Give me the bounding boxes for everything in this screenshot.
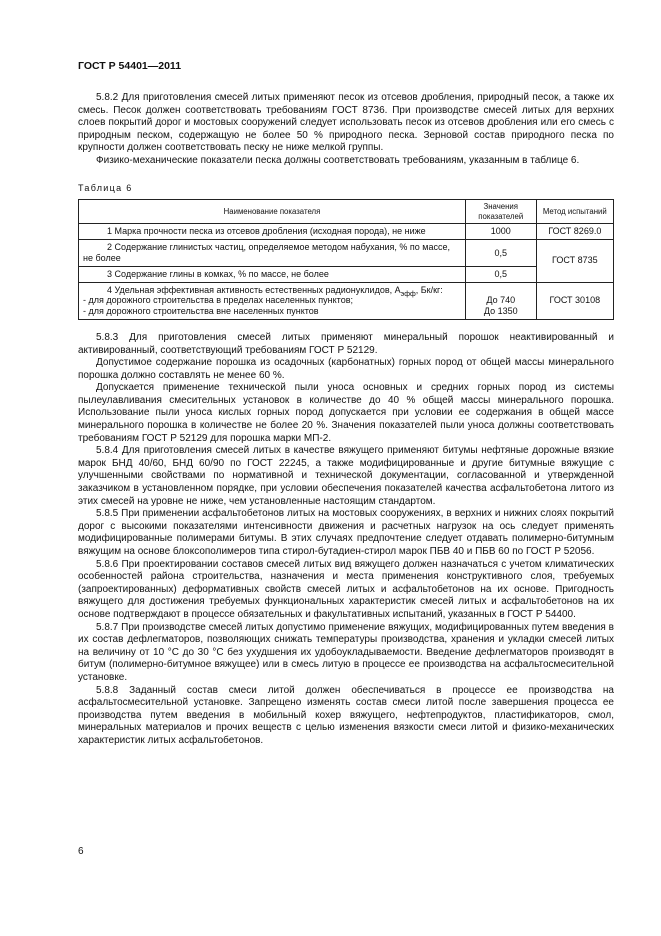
row-2-value: 0,5 <box>465 240 536 267</box>
row-1-method: ГОСТ 8269.0 <box>536 224 613 240</box>
paragraph-5-8-2: 5.8.2 Для приготовления смесей литых применяют песок из отсевов дробления, природный песок, а также их смесь. Песок должен соответствовать требованиям ГОСТ 8736. При производстве смесей литых для верхних слоев покрытий дорог и мостовых сооружений следует использовать песок из отсевов дробления или его смесь с природным песком, содержащую не более 50 % природного песка. Зерновой состав природного песка по крупности должен соответствовать песку не ниже мелкой группы. <box>78 92 614 154</box>
row-4-subscript: эфф <box>400 290 416 298</box>
row-2-3-method: ГОСТ 8735 <box>536 240 613 282</box>
paragraph-dust: Допускается применение технической пыли уноса основных и средних горных пород из системы пылеулавливания смесительных установок в количестве до 40 % общей массы минерального порошка. Использование пыли уноса кислых горных пород допускается при условии ее содержания в общей массе минерального порошка в количестве не более 20 %. Значения показателей пыли уноса должны соответствовать требованиям ГОСТ Р 52129 для порошка марки МП-2. <box>78 382 614 444</box>
header-name: Наименование показателя <box>79 200 466 224</box>
row-4-prefix: 4 Удельная эффективная активность естественных радионуклидов, A <box>107 284 401 295</box>
paragraph-5-8-5: 5.8.5 При применении асфальтобетонов литых на мостовых сооружениях, в верхних и нижних слоях покрытий дорог с высокими показателями интенсивности движения и расчетных нагрузок на ось следует применять модифицированные полимерами битумы. В этих случаях предпочтение следует отдавать полимерно-битумным вяжущим на основе блоксополимеров типа стирол-бутадиен-стирол марок ПБВ 40 и ПБВ 60 по ГОСТ Р 52056. <box>78 508 614 558</box>
row-4-name <box>79 282 466 319</box>
row-1-name: 1 Марка прочности песка из отсевов дробления (исходная порода), не ниже <box>79 224 466 240</box>
row-4-method: ГОСТ 30108 <box>536 282 613 319</box>
row-4-suffix: , Бк/кг: <box>415 284 443 295</box>
table-caption: Таблица 6 <box>78 182 133 193</box>
header-value: Значения показателей <box>465 200 536 224</box>
row-4-value-2: До 1350 <box>483 306 518 317</box>
row-3-name: 3 Содержание глины в комках, % по массе, не более <box>79 266 466 282</box>
header-method: Метод испытаний <box>536 200 613 224</box>
paragraphs-after <box>78 332 614 748</box>
paragraph-5-8-3: 5.8.3 Для приготовления смесей литых применяют минеральный порошок неактивированный и активированный, соответствующий требованиям ГОСТ Р 52129. <box>78 331 614 356</box>
row-4-values <box>465 282 536 319</box>
paragraph-5-8-4: 5.8.4 Для приготовления смесей литых в качестве вяжущего применяют битумы нефтяные дорожные вязкие марок БНД 40/60, БНД 60/90 по ГОСТ 22245, а также модифицированные и другие битумные вяжущие с улучшенными свойствами по нормативной и технической документации, согласованной и утвержденной заказчиком в установленном порядке, при условии обеспечения показателей качества асфальтобетона литого из этих смесей на уровне не ниже, чем установленные настоящим стандартом. <box>78 445 614 507</box>
table-row <box>79 282 614 319</box>
page-number: 6 <box>78 846 84 857</box>
row-4-line-3: - для дорожного строительства вне населенных пунктов <box>83 306 319 317</box>
paragraph-5-8-8: 5.8.8 Заданный состав смеси литой должен обеспечиваться в процессе ее производства на асфальтосмесительной установке. Запрещено изменять состав смеси литой после завершения процесса ее производства путем введения в мобильный кохер вяжущего, нефтепродуктов, пластификаторов, смол, минеральных материалов и прочих веществ с целью изменения вязкости смеси литой и физико-механических характеристик литых асфальтобетонов. <box>78 684 614 746</box>
document-header: ГОСТ Р 54401—2011 <box>78 60 182 72</box>
paragraph-5-8-6: 5.8.6 При проектировании составов смесей литых вид вяжущего должен назначаться с учетом климатических особенностей района строительства, назначения и места применения конструктивного слоя, требуемых (запроектированных) деформативных свойств смесей литых и асфальтобетонов на их основе. Пригодность вяжущего для достижения требуемых функциональных характеристик смесей литых и асфальтобетонов на их основе подтверждают в процессе обязательных и факультативных испытаний, указанных в ГОСТ Р 54400. <box>78 558 614 620</box>
row-2-name-text: 2 Содержание глинистых частиц, определяемое методом набухания, % по массе, не более <box>83 242 450 263</box>
paragraph-5-8-7: 5.8.7 При производстве смесей литых допустимо применение вяжущих, модифицированных путем введения в их состав дефлегматоров, позволяющих снижать температуры производства, хранения и укладки смесей литых на величину от 10 °С до 30 °С без ухудшения их удобоукладываемости. Введение дефлегматоров производят в битум (полимерно-битумное вяжущее) или в смесь литую в процессе ее производства на асфальтосмесительной установке. <box>78 621 614 683</box>
row-4-line-1 <box>83 285 461 296</box>
row-1-value: 1000 <box>465 224 536 240</box>
paragraph-table-ref: Физико-механические показатели песка должны соответствовать требованиям, указанным в таблице 6. <box>96 154 580 166</box>
table-row <box>79 224 614 240</box>
row-4-line-2: - для дорожного строительства в пределах населенных пунктов; <box>83 295 353 306</box>
paragraph-powder-content: Допустимое содержание порошка из осадочных (карбонатных) горных пород от общей массы минерального порошка должно составлять не менее 60 %. <box>78 357 614 381</box>
table-header-row <box>79 200 614 224</box>
row-3-value: 0,5 <box>465 266 536 282</box>
row-2-name <box>79 240 466 267</box>
table-row <box>79 240 614 267</box>
row-4-value-1: До 740 <box>486 295 516 306</box>
page-content <box>78 92 614 748</box>
table-row <box>79 266 614 282</box>
table-6 <box>78 199 614 320</box>
